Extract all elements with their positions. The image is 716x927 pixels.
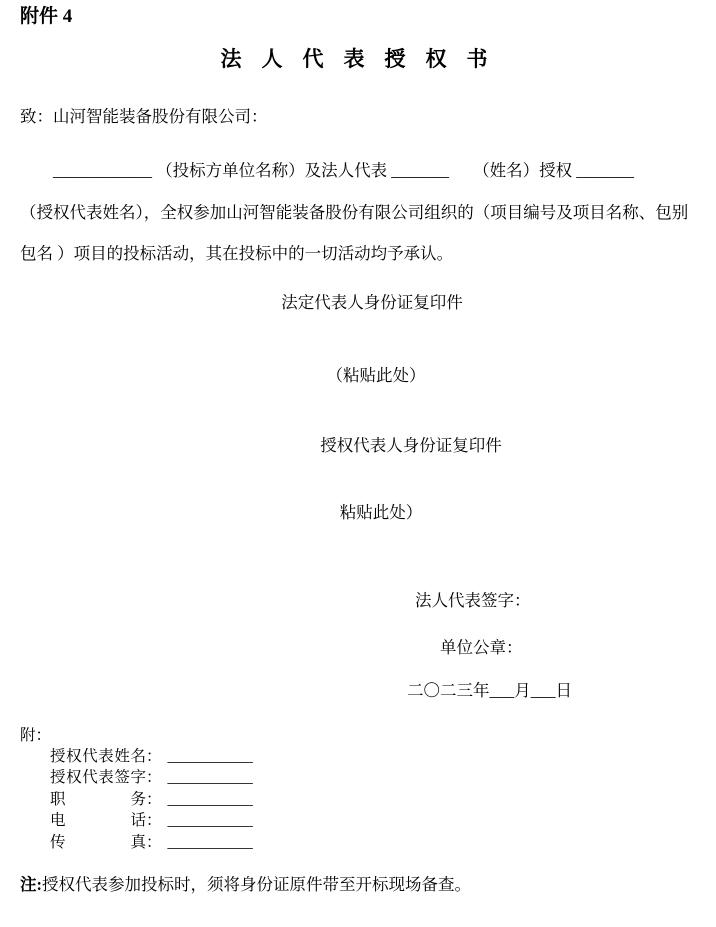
footer-note-text: 授权代表参加投标时，须将身份证原件带至开标现场备查。: [42, 875, 471, 895]
authorized-rep-id-copy-heading: 授权代表人身份证复印件: [320, 435, 502, 455]
paragraph-line-1: [20, 150, 688, 192]
legal-rep-name-blank-field: _______: [391, 161, 449, 180]
rep-name-colon: ：: [146, 747, 162, 765]
phone-colon: ：: [146, 812, 162, 830]
paste-here-note-2: 粘贴此处）: [339, 502, 423, 522]
footer-note: [20, 875, 688, 895]
phone-blank-field: ___________: [167, 812, 253, 830]
paragraph-line-1-text-1: （投标方单位名称）及法人代表: [156, 161, 388, 180]
attach-row-fax: [50, 832, 688, 854]
document-title: 法人代表授权书: [220, 47, 508, 71]
attach-row-rep-name: [50, 746, 688, 768]
company-seal-label: 单位公章：: [440, 637, 523, 657]
paragraph-line-1-text-2: （姓名）授权: [473, 161, 573, 180]
footer-note-prefix: 注:: [20, 875, 42, 895]
rep-name-label: 授权代表姓名: [50, 747, 146, 765]
authorization-paragraph: [20, 150, 688, 275]
attachment-number-label: 附件 4: [20, 6, 73, 27]
authorized-rep-blank-field: _______: [576, 161, 634, 180]
attach-row-position: [50, 789, 688, 811]
paragraph-line-2: （授权代表姓名），全权参加山河智能装备股份有限公司组织的（项目编号及项目名称、包别: [20, 202, 689, 222]
attachment-rows: [50, 746, 688, 854]
rep-signature-label: 授权代表签字: [50, 769, 146, 787]
phone-label: 电话: [50, 812, 146, 830]
fax-colon: ：: [146, 833, 162, 851]
date-line: 二〇二三年___月___日: [407, 680, 572, 700]
legal-rep-id-copy-heading: 法定代表人身份证复印件: [281, 292, 463, 312]
paragraph-line-3: 包名 ）项目的投标活动，其在投标中的一切活动均予承认。: [20, 244, 454, 263]
position-colon: ：: [146, 790, 162, 808]
fax-blank-field: ___________: [167, 833, 253, 851]
bidder-name-blank-field: ____________: [53, 161, 152, 180]
attach-row-rep-signature: [50, 767, 688, 789]
fax-label: 传真: [50, 833, 146, 851]
paste-here-note-1: （粘贴此处）: [326, 365, 426, 385]
legal-rep-signature-label: 法人代表签字：: [415, 590, 531, 610]
position-label: 职务: [50, 790, 146, 808]
position-blank-field: ___________: [167, 790, 253, 808]
attach-row-phone: [50, 810, 688, 832]
rep-name-blank-field: ___________: [167, 747, 253, 765]
attachment-block-label: 附：: [20, 726, 52, 744]
rep-signature-blank-field: ___________: [167, 769, 253, 787]
rep-signature-colon: ：: [146, 769, 162, 787]
salutation-line: 致：山河智能装备股份有限公司：: [20, 107, 268, 126]
